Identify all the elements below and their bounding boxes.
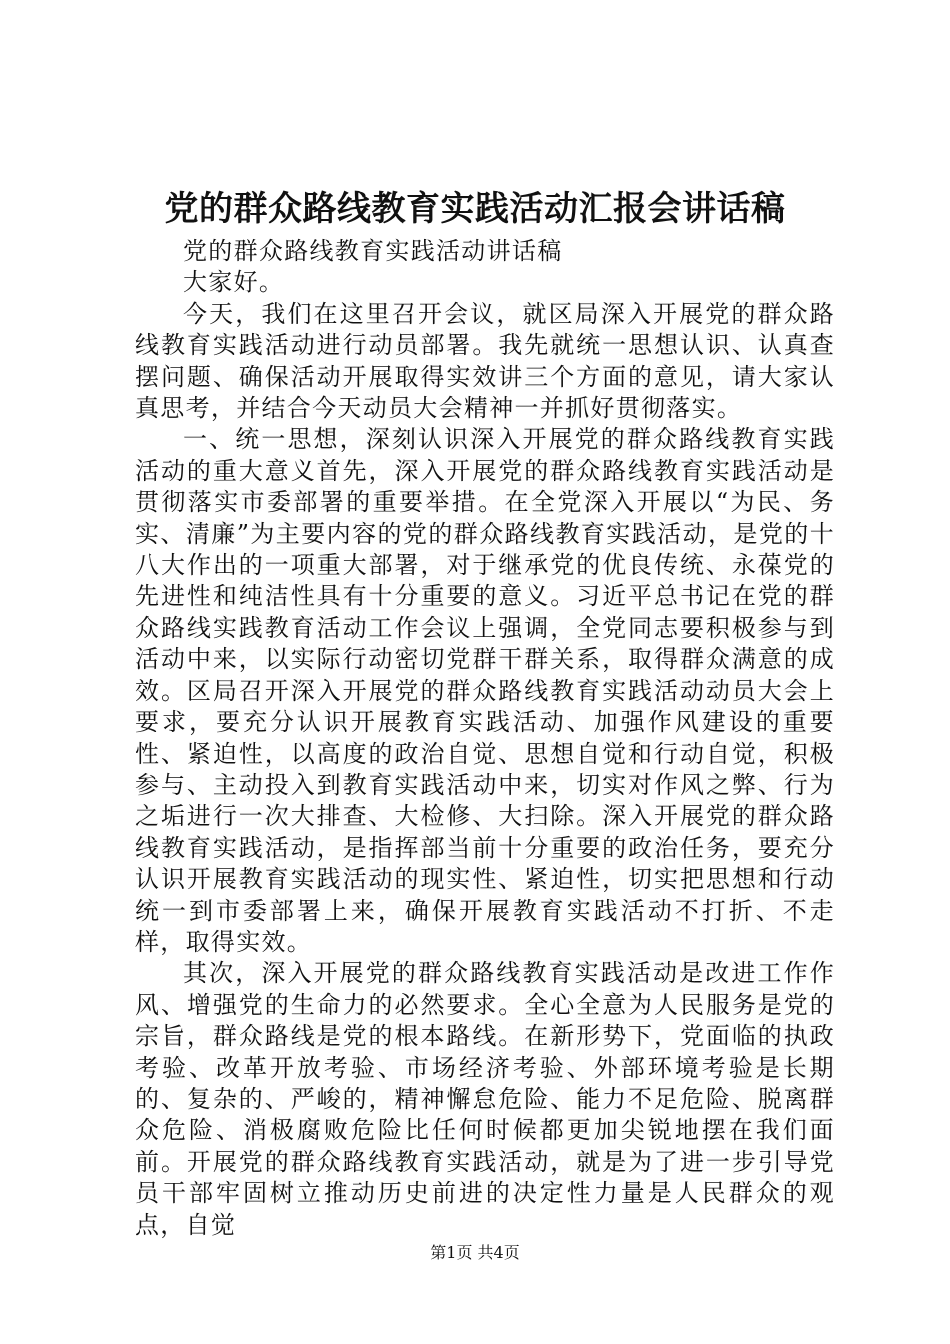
document-subtitle: 党的群众路线教育实践活动讲话稿 [183, 237, 563, 265]
paragraph-section-one: 一、统一思想，深刻认识深入开展党的群众路线教育实践活动的重大意义首先，深入开展党的群众路线教育实践活动是贯彻落实市委部署的重要举措。在全党深入开展以“为民、务实、清廉”为主要内容的党的群众路线教育实践活动，是党的十八大作出的一项重大部署，对于继承党的优良传统、永葆党的先进性和纯洁性具有十分重要的意义。习近平总书记在党的群众路线实践教育活动工作会议上强调，全党同志要积极参与到活动中来，以实际行动密切党群干群关系，取得群众满意的成效。区局召开深入开展党的群众路线教育实践活动动员大会上要求，要充分认识开展教育实践活动、加强作风建设的重要性、紧迫性，以高度的政治自觉、思想自觉和行动自觉，积极参与、主动投入到教育实践活动中来，切实对作风之弊、行为之垢进行一次大排查、大检修、大扫除。深入开展党的群众路线教育实践活动，是指挥部当前十分重要的政治任务，要充分认识开展教育实践活动的现实性、紧迫性，切实把思想和行动统一到市委部署上来，确保开展教育实践活动不打折、不走样，取得实效。 [135, 425, 835, 956]
paragraph-second-point: 其次，深入开展党的群众路线教育实践活动是改进工作作风、增强党的生命力的必然要求。全心全意为人民服务是党的宗旨，群众路线是党的根本路线。在新形势下，党面临的执政考验、改革开放考验、市场经济考验、外部环境考验是长期的、复杂的、严峻的，精神懈怠危险、能力不足危险、脱离群众危险、消极腐败危险比任何时候都更加尖锐地摆在我们面前。开展党的群众路线教育实践活动，就是为了进一步引导党员干部牢固树立推动历史前进的决定性力量是人民群众的观点，自觉 [135, 959, 835, 1239]
paragraph-intro: 今天，我们在这里召开会议，就区局深入开展党的群众路线教育实践活动进行动员部署。我先就统一思想认识、认真查摆问题、确保活动开展取得实效讲三个方面的意见，请大家认真思考，并结合今天动员大会精神一并抓好贯彻落实。 [135, 299, 835, 423]
document-body [135, 236, 835, 1241]
page-number-footer: 第1页 共4页 [430, 1243, 520, 1262]
greeting-line: 大家好。 [183, 268, 285, 297]
document-title: 党的群众路线教育实践活动汇报会讲话稿 [164, 189, 786, 229]
